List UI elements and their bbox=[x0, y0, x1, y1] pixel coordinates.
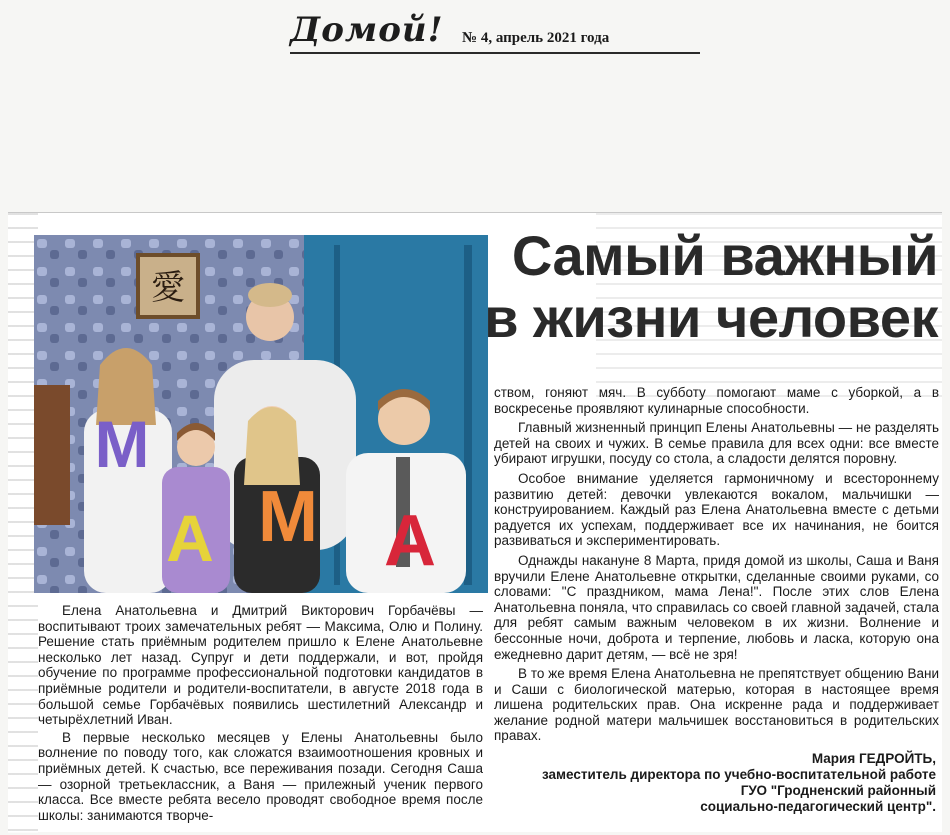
article-left-column bbox=[38, 603, 483, 825]
article-paragraph: Главный жизненный принцип Елены Анатольевны — не разделять детей на своих и чужих. В семье правила для всех одни: все вместе убирают игрушки, посуду со стола, а сладости делятся поровну. bbox=[494, 420, 939, 467]
svg-text:А: А bbox=[384, 501, 436, 581]
article-paragraph: Особое внимание уделяется гармоничному и всестороннему развитию детей: девочки увлекаются вокалом, мальчишки — конструированием. Каждый раз Елена Анатольевна вместе с детьми радуется их успехам, поддерживает все их начинания, не боится развиваться и экспериментировать. bbox=[494, 470, 939, 549]
letter-card-2 bbox=[166, 501, 214, 575]
author-organization-1: ГУО "Гродненский районный bbox=[740, 783, 936, 798]
letter-card-1 bbox=[92, 407, 154, 481]
article-paragraph: Елена Анатольевна и Дмитрий Викторович Горбачёвы — воспитывают троих замечательных ребят — Максима, Олю и Полину. Решение стать приёмным родителем пришло к Елене Анатольевне несколько лет назад. Супруг и дети поддержали, и вот, пройдя обучение по программе профессиональной подготовки кандидатов в приёмные родители и родители-воспитатели, в августе 2018 года в большой семье Горбачёвых появились шестилетний Александр и четырёхлетний Иван. bbox=[38, 603, 483, 728]
svg-text:愛: 愛 bbox=[151, 268, 185, 308]
issue-number: № 4, апрель 2021 года bbox=[462, 30, 610, 46]
article-right-column bbox=[494, 385, 939, 748]
article-headline bbox=[418, 225, 938, 349]
author-signature bbox=[494, 751, 936, 815]
newspaper-logo: Домой! bbox=[290, 10, 444, 50]
svg-text:А: А bbox=[166, 501, 214, 575]
author-name: Мария ГЕДРОЙТЬ, bbox=[811, 751, 936, 766]
article-paragraph: В первые несколько месяцев у Елены Анатольевны было волнение по поводу того, как сложатся взаимоотношения кровных и приёмных детей. К счастью, все переживания позади. Сегодня Саша — озорной третьеклассник, а Ваня — прилежный ученик первого класса. Все вместе ребята весело проводят свободное время после школы: занимаются творче- bbox=[38, 729, 483, 823]
calligraphy-frame bbox=[138, 255, 198, 317]
article-paragraph: Однажды накануне 8 Марта, придя домой из школы, Саша и Ваня вручили Елене Анатольевне открытки, сделанные своими руками, со словами: "С праздником, мама Лена!". После этих слов Елена Анатольевна поняла, что справилась со своей главной задачей, стала для ребят самым важным человеком в их жизни. Волнение и бессонные ночи, доброта и терпение, любовь и ласка, которую она ежедневно дарит детям, — всё не зря! bbox=[494, 552, 939, 662]
letter-card-3 bbox=[258, 477, 318, 557]
svg-text:М: М bbox=[94, 407, 150, 481]
newspaper-header bbox=[290, 8, 700, 54]
newspaper-page bbox=[8, 212, 942, 832]
headline-line-1: Самый важный bbox=[511, 224, 938, 287]
svg-text:М: М bbox=[258, 477, 318, 557]
author-position: заместитель директора по учебно-воспитательной работе bbox=[542, 767, 936, 782]
article-paragraph: В то же время Елена Анатольевна не препятствует общению Вани и Саши с биологической матерью, которая в настоящее время лишена родительских прав. Она искренне рада и поддерживает желание родной матери мальчишек восстановиться в родительских правах. bbox=[494, 666, 939, 744]
article-paragraph: ством, гоняют мяч. В субботу помогают маме с уборкой, а в воскресенье проявляют кулинарные способности. bbox=[494, 385, 939, 416]
wooden-shelf bbox=[34, 385, 70, 525]
headline-line-2: в жизни человек bbox=[484, 286, 938, 349]
letter-card-4 bbox=[384, 501, 436, 581]
author-organization-2: социально-педагогический центр". bbox=[700, 799, 936, 814]
